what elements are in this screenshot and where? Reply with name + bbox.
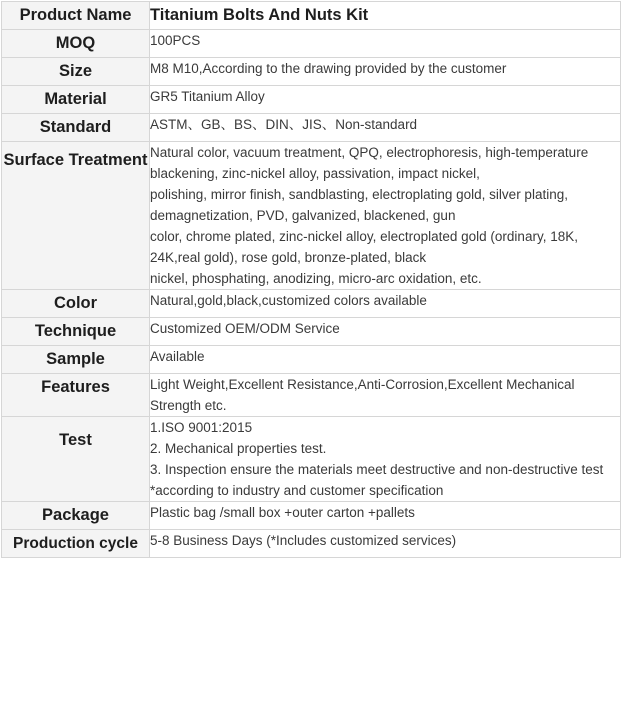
row-value-color [150, 290, 621, 318]
row-label-production-cycle: Production cycle [2, 530, 150, 558]
row-label-size: Size [2, 58, 150, 86]
row-value-sample [150, 346, 621, 374]
table-row-sample [2, 346, 621, 374]
row-value-package [150, 502, 621, 530]
table-row-material [2, 86, 621, 114]
row-value-test [150, 417, 621, 502]
table-row-color [2, 290, 621, 318]
row-label-material: Material [2, 86, 150, 114]
row-value-moq [150, 30, 621, 58]
row-label-test: Test [2, 417, 150, 502]
value-line: polishing, mirror finish, sandblasting, electroplating gold, silver plating, demagnetization, PVD, galvanized, blackened, gun [150, 187, 568, 223]
value-line: *according to industry and customer specification [150, 483, 444, 498]
value-line: Customized OEM/ODM Service [150, 321, 340, 336]
table-row-production-cycle [2, 530, 621, 558]
value-line: nickel, phosphating, anodizing, micro-arc oxidation, etc. [150, 271, 482, 286]
table-row-standard [2, 114, 621, 142]
value-line: Natural color, vacuum treatment, QPQ, electrophoresis, high-temperature blackening, zinc-nickel alloy, passivation, impact nickel, [150, 145, 589, 181]
row-label-surface-treatment: Surface Treatment [2, 142, 150, 290]
row-label-product-name: Product Name [2, 2, 150, 30]
row-value-features [150, 374, 621, 417]
row-label-sample: Sample [2, 346, 150, 374]
value-line: 5-8 Business Days (*Includes customized services) [150, 533, 457, 548]
value-line: 2. Mechanical properties test. [150, 441, 327, 456]
table-row-size [2, 58, 621, 86]
value-line: Light Weight,Excellent Resistance,Anti-Corrosion,Excellent Mechanical Strength etc. [150, 377, 575, 413]
table-row-product-name [2, 2, 621, 30]
value-line: M8 M10,According to the drawing provided by the customer [150, 61, 507, 76]
table-row-technique [2, 318, 621, 346]
table-row-package [2, 502, 621, 530]
value-line: ASTM、GB、BS、DIN、JIS、Non-standard [150, 117, 418, 132]
row-value-product-name: Titanium Bolts And Nuts Kit [150, 2, 621, 30]
row-value-material [150, 86, 621, 114]
value-line: 1.ISO 9001:2015 [150, 420, 253, 435]
row-value-production-cycle [150, 530, 621, 558]
row-label-technique: Technique [2, 318, 150, 346]
table-row-features [2, 374, 621, 417]
row-label-standard: Standard [2, 114, 150, 142]
value-line: Available [150, 349, 205, 364]
row-value-technique [150, 318, 621, 346]
row-label-moq: MOQ [2, 30, 150, 58]
row-value-surface-treatment [150, 142, 621, 290]
row-label-package: Package [2, 502, 150, 530]
product-spec-table [1, 1, 621, 558]
value-line: Natural,gold,black,customized colors available [150, 293, 427, 308]
value-line: Plastic bag /small box +outer carton +pallets [150, 505, 415, 520]
table-row-moq [2, 30, 621, 58]
row-label-features: Features [2, 374, 150, 417]
row-label-color: Color [2, 290, 150, 318]
value-line: color, chrome plated, zinc-nickel alloy, electroplated gold (ordinary, 18K, 24K,real gold), rose gold, bronze-plated, black [150, 229, 578, 265]
table-row-surface-treatment [2, 142, 621, 290]
value-line: 100PCS [150, 33, 201, 48]
value-line: 3. Inspection ensure the materials meet destructive and non-destructive test [150, 462, 604, 477]
row-value-size [150, 58, 621, 86]
table-row-test [2, 417, 621, 502]
row-value-standard [150, 114, 621, 142]
value-line: GR5 Titanium Alloy [150, 89, 265, 104]
